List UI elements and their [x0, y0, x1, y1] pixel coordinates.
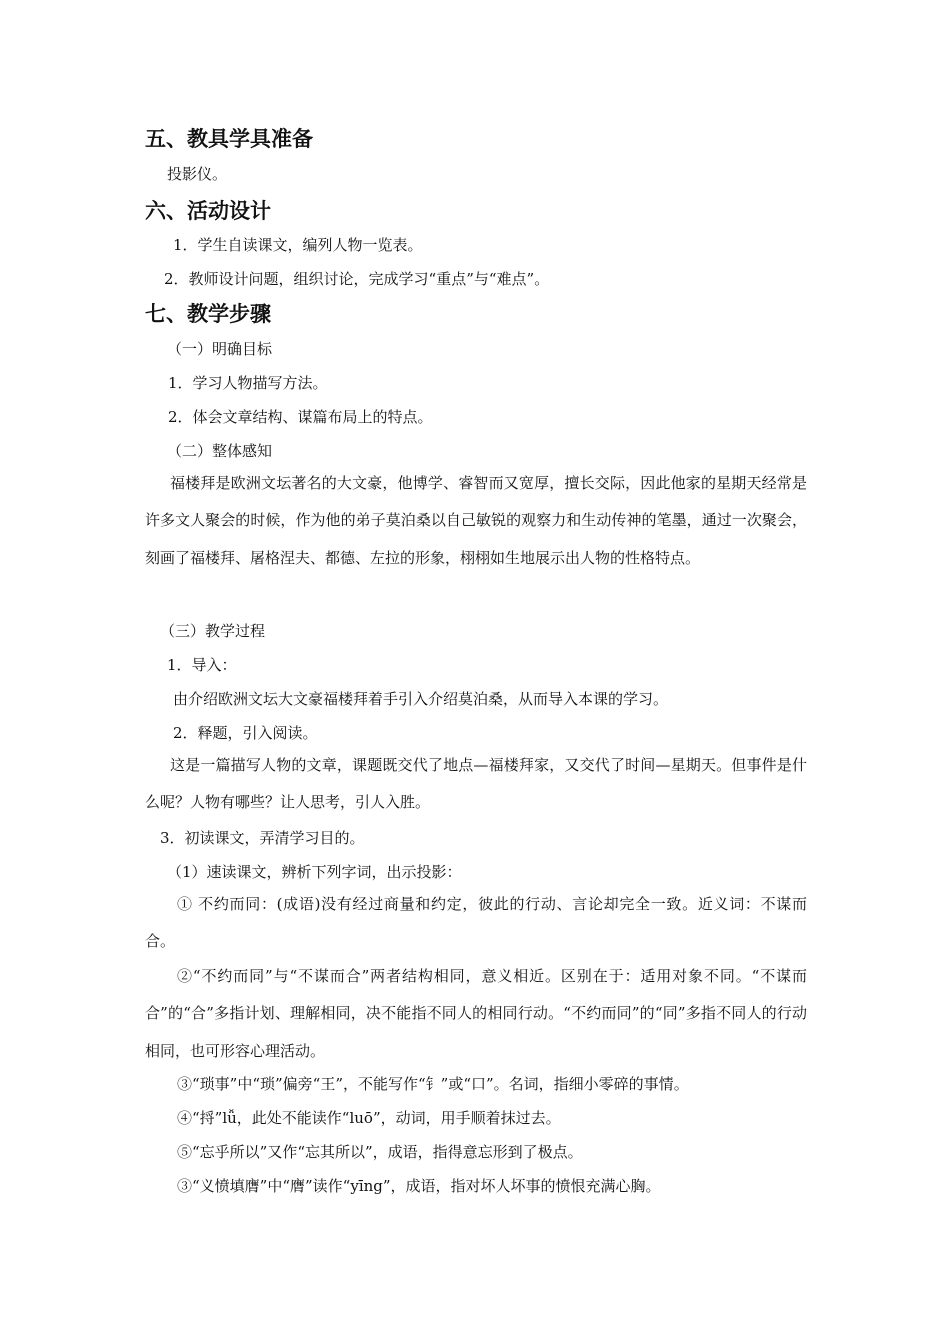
subheading-goals: （一）明确目标	[167, 340, 273, 358]
note-2-paragraph: ②“不约而同”与“不谋而合”两者结构相同，意义相近。区别在于：适用对象不同。“不谋而合”的“合”多指计划、理解相同，决不能指不同人的相同行动。“不约而同”的“同”多指不同人的行动相同，也可形容心理活动。	[145, 967, 807, 1060]
activity-item-1: 1．学生自读课文，编列人物一览表。	[173, 236, 423, 254]
note-1-paragraph: ① 不约而同：(成语)没有经过商量和约定，彼此的行动、言论却完全一致。近义词：不谋而合。	[145, 895, 807, 951]
overall-paragraph: 福楼拜是欧洲文坛著名的大文豪，他博学、睿智而又宽厚，擅长交际，因此他家的星期天经常是许多文人聚会的时候，作为他的弟子莫泊桑以自己敏锐的观察力和生动传神的笔墨，通过一次聚会，刻画了福楼拜、屠格涅夫、都德、左拉的形象，栩栩如生地展示出人物的性格特点。	[145, 474, 807, 567]
subheading-process: （三）教学过程	[160, 622, 266, 640]
note-5: ⑤“忘乎所以”又作“忘其所以”，成语，指得意忘形到了极点。	[177, 1143, 583, 1161]
step-2-paragraph: 这是一篇描写人物的文章，课题既交代了地点—福楼拜家，又交代了时间—星期天。但事件是什么呢？人物有哪些？让人思考，引人入胜。	[145, 756, 807, 812]
note-3: ③“琐事”中“琐”偏旁“王”，不能写作“钅”或“口”。名词，指细小零碎的事情。	[177, 1075, 689, 1093]
goal-item-1: 1．学习人物描写方法。	[168, 374, 328, 392]
step-1-label: 1．导入：	[167, 656, 237, 674]
section-heading-steps: 七、教学步骤	[145, 302, 271, 326]
note-4: ④“捋”lǚ，此处不能读作“luō”，动词，用手顺着抹过去。	[177, 1109, 561, 1127]
note-6: ③“义愤填膺”中“膺”读作“yīng”，成语，指对坏人坏事的愤恨充满心胸。	[177, 1177, 661, 1195]
step-2-label: 2．释题，引入阅读。	[173, 724, 318, 742]
step-3-subitem: （1）速读课文，辨析下列字词，出示投影：	[167, 863, 462, 881]
goal-item-2: 2．体会文章结构、谋篇布局上的特点。	[168, 408, 433, 426]
step-1-text: 由介绍欧洲文坛大文豪福楼拜着手引入介绍莫泊桑，从而导入本课的学习。	[173, 690, 669, 708]
section-heading-activities: 六、活动设计	[145, 199, 271, 223]
subheading-overall: （二）整体感知	[167, 442, 273, 460]
activity-item-2: 2．教师设计问题，组织讨论，完成学习“重点”与“难点”。	[164, 270, 550, 288]
step-3-label: 3．初读课文，弄清学习目的。	[160, 829, 365, 847]
materials-item: 投影仪。	[167, 165, 228, 183]
section-heading-materials: 五、教具学具准备	[145, 127, 313, 151]
